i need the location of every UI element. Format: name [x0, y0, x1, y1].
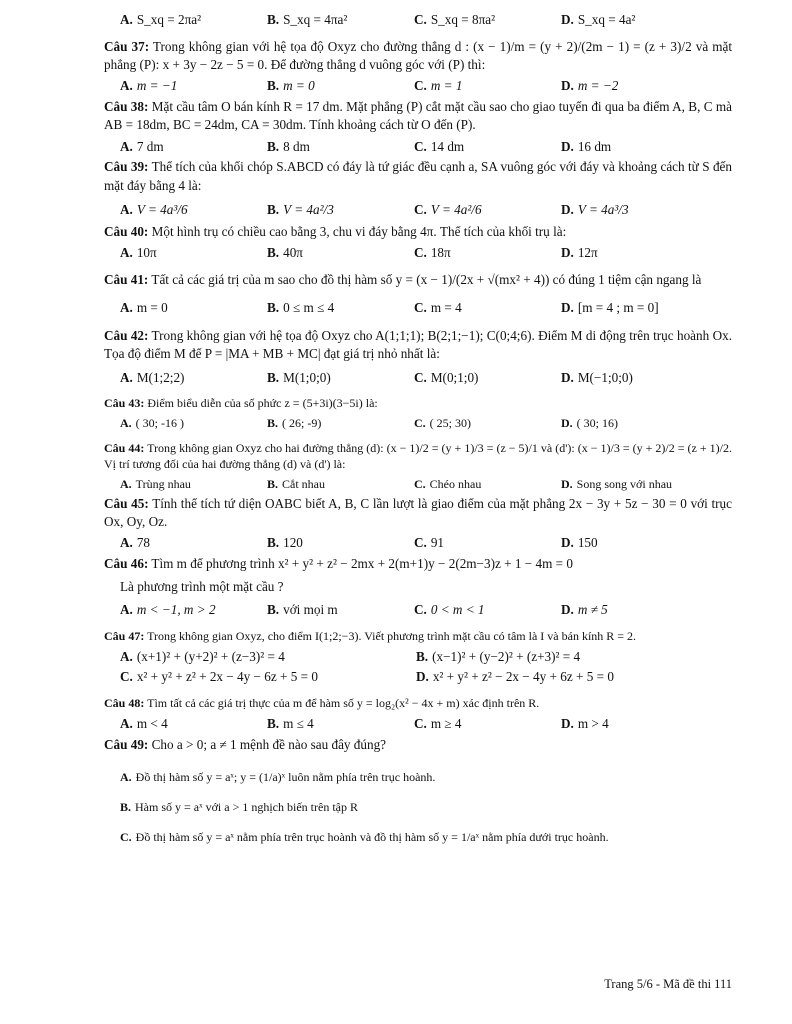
option-b: B. m = 0 [267, 78, 315, 94]
question-44: Câu 44: Trong không gian Oxyz cho hai đường thẳng (d): (x − 1)/2 = (y + 1)/3 = (z − 5)/1 và (d'): (x − 1)/3 = (y + 2)/2 = (z + 1)/2. Vị trí tương đối của hai đường thẳng (d) và (d') là: [104, 440, 732, 472]
option-a: A. V = 4a³/6 [120, 201, 188, 217]
option-b: B. V = 4a²/3 [267, 201, 334, 217]
q49-option-c: C. Đồ thị hàm số y = aˣ nằm phía trên trục hoành và đồ thị hàm số y = 1/aˣ nằm phía dưới trục hoành. [120, 829, 609, 844]
option-b: B. 8 dm [267, 138, 310, 154]
option-c: C. M(0;1;0) [414, 370, 479, 386]
option-a: A. Trùng nhau [120, 476, 191, 491]
question-48: Câu 48: Tìm tất cả các giá trị thực của m để hàm số y = log₂(x² − 4x + m) xác định trên R. [104, 696, 540, 711]
q40-options [104, 244, 732, 262]
option-a: A. m = −1 [120, 78, 178, 94]
q43-options [104, 415, 732, 431]
question-39: Câu 39: Thể tích của khối chóp S.ABCD có đáy là tứ giác đều cạnh a, SA vuông góc với đáy và khoảng cách từ S đến mặt đáy bằng 4 là: [104, 159, 732, 193]
q41-options [104, 299, 732, 317]
option-a: A. 10π [120, 244, 157, 260]
option-d: D. m > 4 [561, 715, 609, 731]
option-b: B. S_xq = 4πa² [267, 12, 348, 27]
option-a: A. m < −1, m > 2 [120, 602, 216, 618]
page-footer: Trang 5/6 - Mã đề thi 111 [604, 977, 732, 991]
q38-options [104, 138, 732, 156]
q45-options [104, 534, 732, 552]
option-d: D. 12π [561, 244, 598, 260]
option-a: A. 7 dm [120, 138, 164, 154]
option-a: A. 78 [120, 535, 151, 551]
question-47: Câu 47: Trong không gian Oxyz, cho điểm I(1;2;−3). Viết phương trình mặt cầu có tâm là I và bán kính R = 2. [104, 628, 637, 643]
option-a: A. ( 30; -16 ) [120, 416, 184, 431]
option-c: C. 14 dm [414, 138, 465, 154]
question-41: Câu 41: Tất cả các giá trị của m sao cho đồ thị hàm số y = (x − 1)/(2x + √(mx² + 4)) có đúng 1 tiệm cận ngang là [104, 271, 702, 287]
option-b: B. với mọi m [267, 602, 338, 618]
option-a: A. M(1;2;2) [120, 370, 185, 386]
option-b: B. Cắt nhau [267, 476, 326, 491]
question-43: Câu 43: Điểm biểu diễn của số phức z = (5+3i)(3−5i) là: [104, 395, 378, 410]
question-46-subtext: Là phương trình một mặt cầu ? [120, 579, 284, 595]
option-a: A. m = 0 [120, 299, 168, 315]
option-a: A. (x+1)² + (y+2)² + (z−3)² = 4 [120, 648, 285, 664]
option-d: D. S_xq = 4a² [561, 12, 636, 27]
q36-options [104, 11, 732, 29]
option-d: D. m = −2 [561, 78, 619, 94]
q46-options [104, 601, 732, 619]
question-49: Câu 49: Cho a > 0; a ≠ 1 mệnh đề nào sau đây đúng? [104, 736, 387, 752]
option-d: D. ( 30; 16) [561, 416, 618, 431]
question-38: Câu 38: Mặt cầu tâm O bán kính R = 17 dm. Mặt phẳng (P) cắt mặt cầu sao cho giao tuyến đi qua ba điểm A, B, C mà AB = 18dm, BC = 24dm, CA = 30dm. Tính khoảng cách từ O đến (P). [104, 99, 733, 133]
option-d: D. Song song với nhau [561, 476, 673, 491]
q42-options [104, 369, 732, 387]
option-d: D. m ≠ 5 [561, 602, 608, 618]
option-c: C. V = 4a²/6 [414, 201, 482, 217]
option-b: B. 40π [267, 244, 303, 260]
option-d: D. 16 dm [561, 138, 612, 154]
question-46: Câu 46: Tìm m để phương trình x² + y² + z² − 2mx + 2(m+1)y − 2(2m−3)z + 1 − 4m = 0 [104, 556, 573, 572]
option-c: C. m = 4 [414, 299, 462, 315]
question-42: Câu 42: Trong không gian với hệ tọa độ Oxyz cho A(1;1;1); B(2;1;−1); C(0;4;6). Điểm M di động trên trục hoành Ox. Tọa độ điểm M để P = |MA + MB + MC| đạt giá trị nhỏ nhất là: [104, 327, 733, 361]
question-40: Câu 40: Một hình trụ có chiều cao bằng 3, chu vi đáy bằng 4π. Thể tích của khối trụ là: [104, 223, 567, 239]
option-c: C. x² + y² + z² + 2x − 4y − 6z + 5 = 0 [120, 669, 318, 685]
question-37: Câu 37: Trong không gian với hệ tọa độ Oxyz cho đường thẳng d : (x − 1)/m = (y + 2)/(2m − 1) = (z + 3)/2 và mặt phẳng (P): x + 3y − 2z − 5 = 0. Để đường thẳng d vuông góc với (P) thì: [104, 38, 733, 73]
option-c: C. m ≥ 4 [414, 715, 462, 731]
q47-options-row-2 [104, 668, 732, 686]
q48-options [104, 715, 732, 733]
option-c: C. ( 25; 30) [414, 416, 471, 431]
option-c: C. m = 1 [414, 78, 463, 94]
q44-options [104, 476, 732, 492]
option-c: C. Chéo nhau [414, 476, 482, 491]
q39-options [104, 201, 732, 219]
option-b: B. ( 26; -9) [267, 416, 322, 431]
option-c: C. 18π [414, 244, 451, 260]
q49-option-b: B. Hàm số y = aˣ với a > 1 nghịch biến trên tập R [120, 799, 358, 814]
question-45: Câu 45: Tính thể tích tứ diện OABC biết A, B, C lần lượt là giao điểm của mặt phẳng 2x − 3y + 5z − 30 = 0 với trục Ox, Oy, Oz. [104, 495, 733, 530]
option-d: D. V = 4a³/3 [561, 201, 629, 217]
option-c: C. 91 [414, 535, 445, 551]
option-d: D. 150 [561, 535, 598, 551]
option-b: B. 0 ≤ m ≤ 4 [267, 299, 335, 315]
q37-options [104, 77, 732, 95]
option-a: A. m < 4 [120, 715, 168, 731]
exam-page [104, 10, 732, 850]
option-d: D. M(−1;0;0) [561, 370, 633, 386]
option-d: D. x² + y² + z² − 2x − 4y + 6z + 5 = 0 [416, 669, 614, 685]
q49-option-a: A. Đồ thị hàm số y = aˣ; y = (1/a)ˣ luôn nằm phía trên trục hoành. [120, 769, 436, 784]
option-b: B. m ≤ 4 [267, 715, 314, 731]
option-c: C. 0 < m < 1 [414, 602, 485, 618]
option-b: B. (x−1)² + (y−2)² + (z+3)² = 4 [416, 648, 581, 664]
option-c: C. S_xq = 8πa² [414, 12, 496, 27]
q47-options-row-1 [104, 648, 732, 666]
option-a: A. S_xq = 2πa² [120, 12, 202, 27]
option-d: D. [m = 4 ; m = 0] [561, 299, 659, 315]
option-b: B. M(1;0;0) [267, 370, 331, 386]
option-b: B. 120 [267, 535, 303, 551]
